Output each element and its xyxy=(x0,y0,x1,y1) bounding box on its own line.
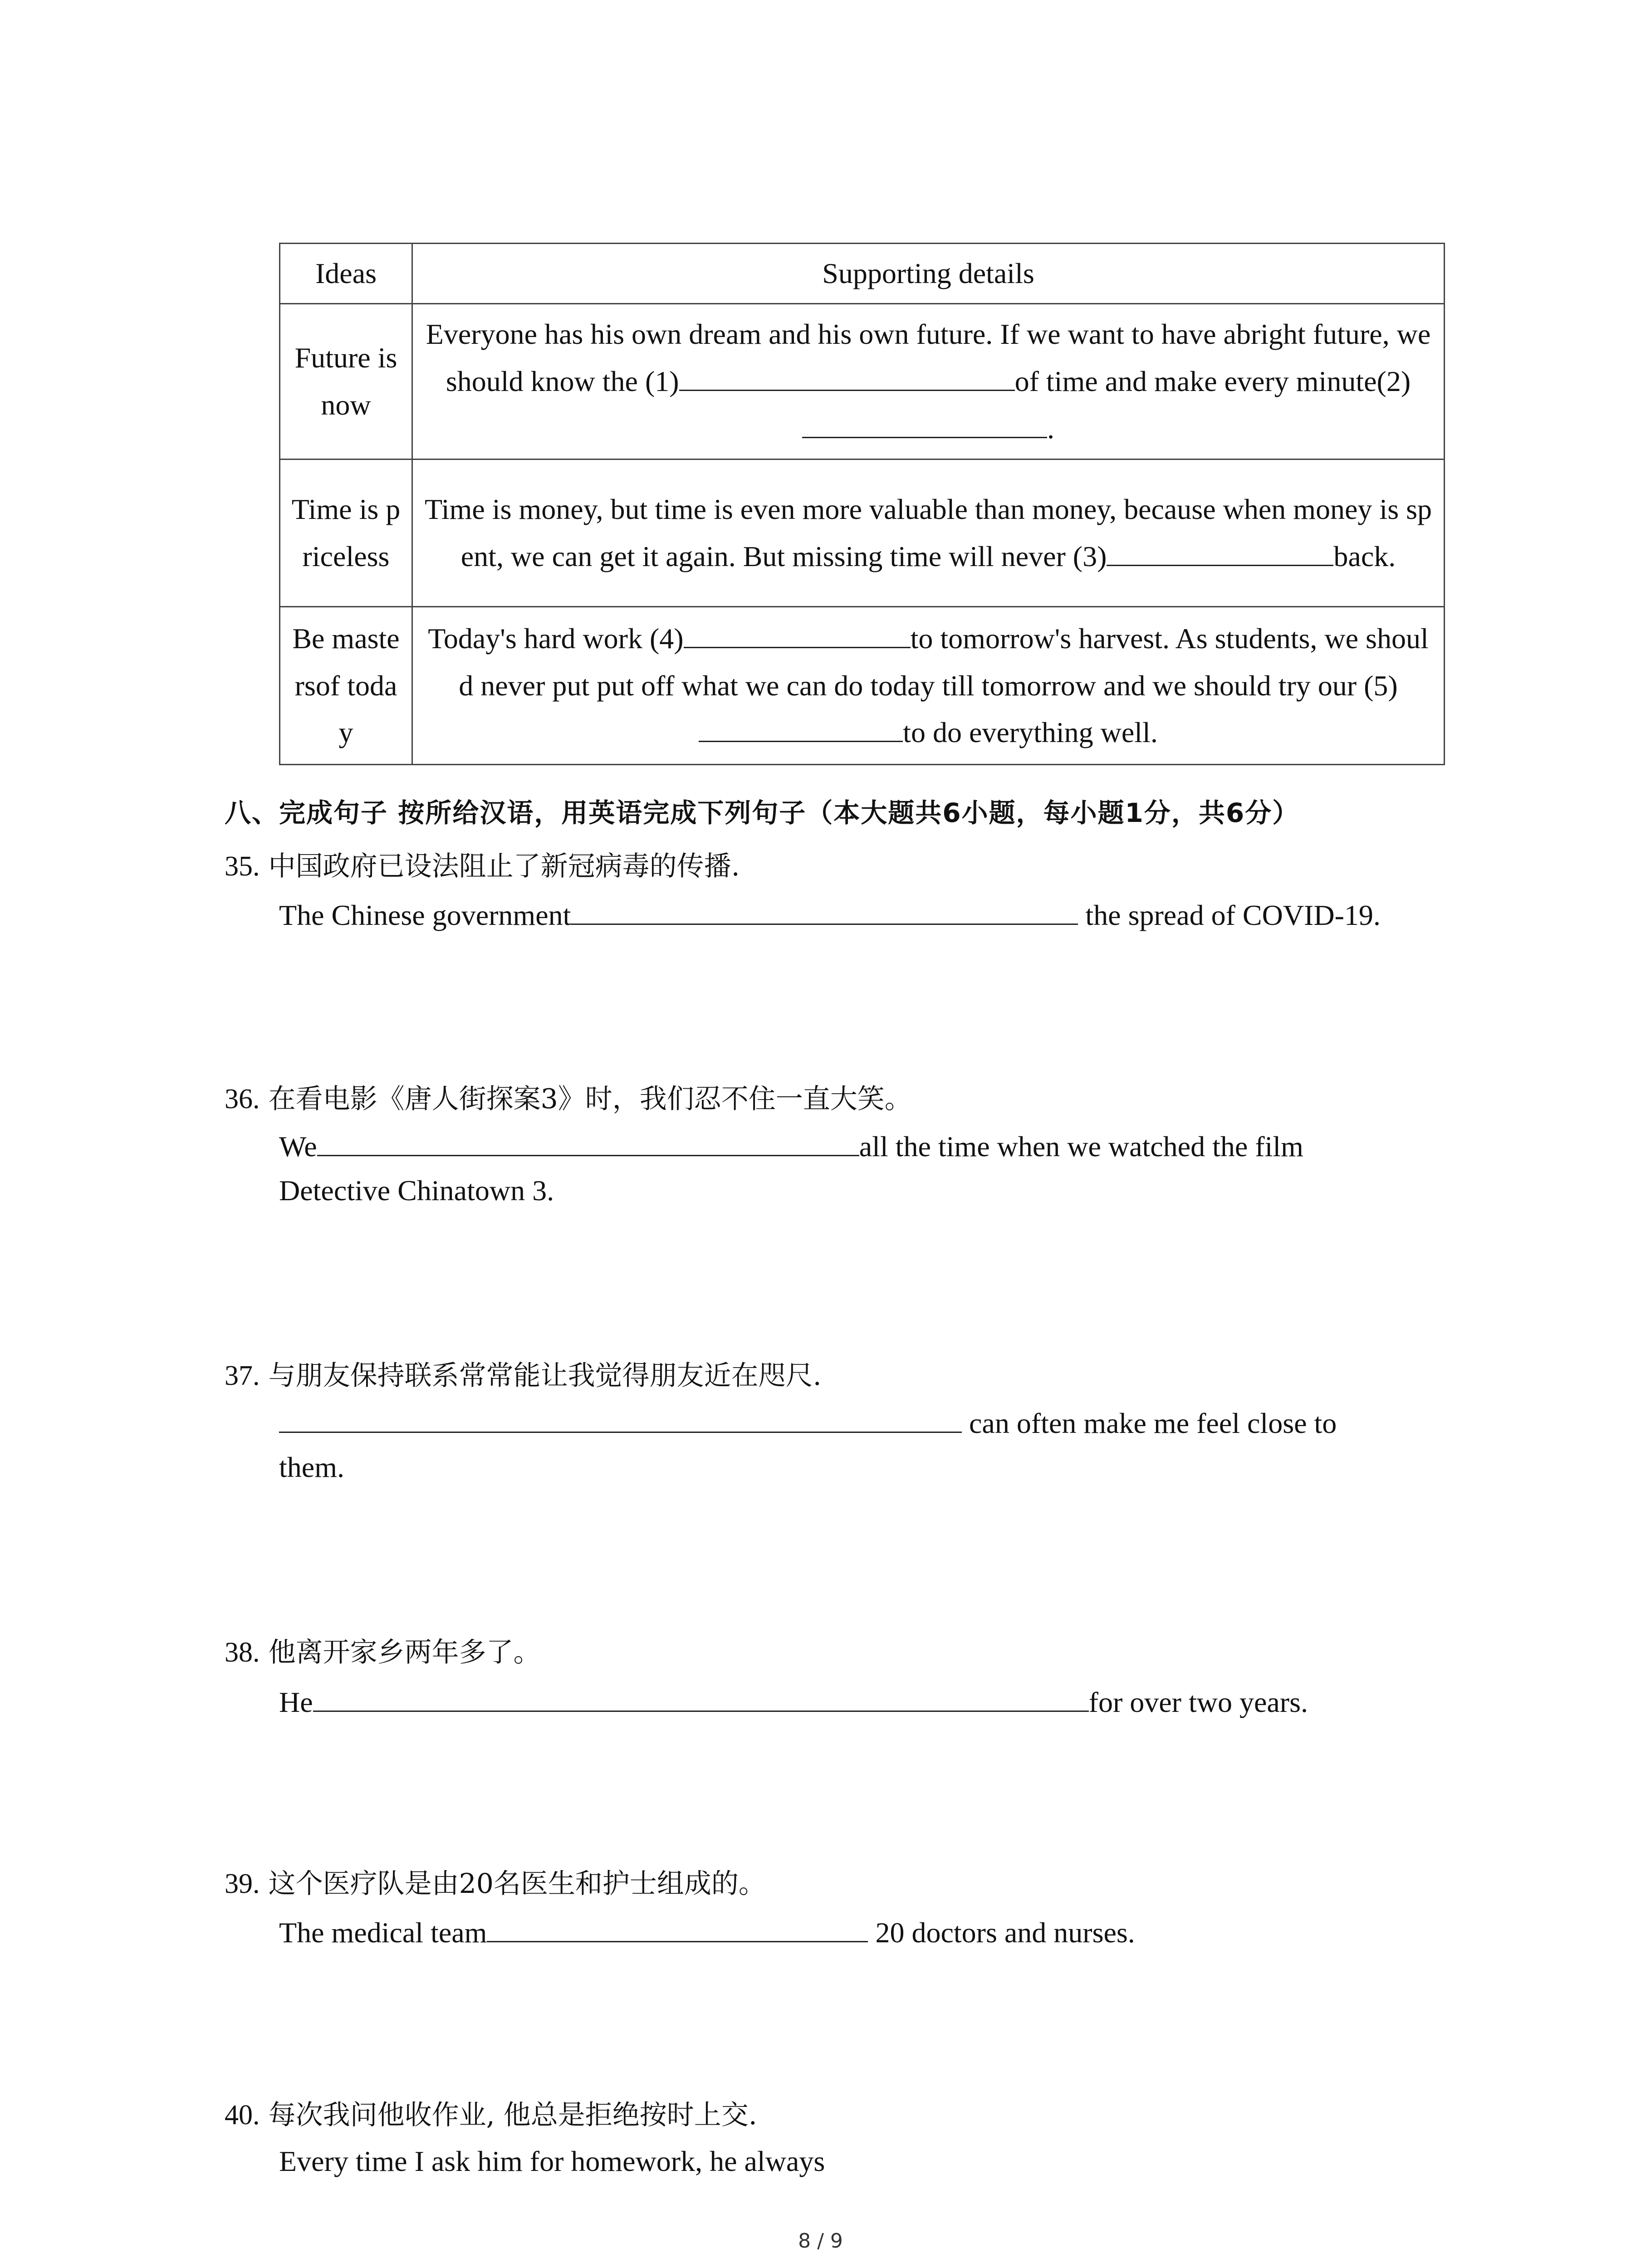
details-text: . xyxy=(1047,412,1054,445)
question-number: 39. xyxy=(225,1868,260,1899)
question-36-answer-line2: Detective Chinatown 3. xyxy=(279,1174,554,1207)
answer-text-before: The medical team xyxy=(279,1916,487,1949)
answer-text-after: 20 doctors and nurses. xyxy=(868,1916,1135,1949)
page-number: 8 / 9 xyxy=(798,2229,843,2253)
answer-blank[interactable] xyxy=(317,1127,859,1156)
question-35-answer xyxy=(279,896,1381,932)
answer-text-after: can often make me feel close to xyxy=(962,1407,1337,1439)
question-36-prompt xyxy=(225,1077,912,1116)
blank-5[interactable] xyxy=(699,712,903,742)
question-number: 38. xyxy=(225,1637,260,1668)
answer-text-after: the spread of COVID-19. xyxy=(1078,899,1381,931)
answer-blank[interactable] xyxy=(279,1404,962,1433)
details-cell xyxy=(412,304,1445,459)
answer-text-after: for over two years. xyxy=(1088,1686,1308,1718)
idea-cell: Future is now xyxy=(280,304,412,459)
answer-blank[interactable] xyxy=(571,896,1078,925)
question-38-answer xyxy=(279,1683,1308,1719)
blank-2[interactable] xyxy=(802,408,1047,438)
question-chinese: 中国政府已设法阻止了新冠病毒的传播. xyxy=(268,850,740,882)
header-ideas: Ideas xyxy=(280,244,412,304)
details-text: Time is money, but time is even more valuable than money, because when money is spent, we can get it again. But missing time will never (3) xyxy=(425,493,1432,572)
answer-text-before: He xyxy=(279,1686,313,1718)
details-cell xyxy=(412,459,1445,607)
section-heading: 八、完成句子 按所给汉语，用英语完成下列句子（本大题共6小题，每小题1分，共6分） xyxy=(225,797,1300,828)
question-35-prompt xyxy=(225,845,740,884)
details-text: back. xyxy=(1333,540,1396,572)
ideas-table xyxy=(279,243,1445,765)
details-text: Everyone has his own dream and his own future. If we want to have abright future, we should know the (1) xyxy=(426,318,1431,398)
question-40-answer xyxy=(279,2145,825,2178)
question-39-answer xyxy=(279,1913,1135,1950)
answer-text-after: all the time when we watched the film xyxy=(859,1130,1303,1163)
question-number: 35. xyxy=(225,851,260,882)
question-38-prompt xyxy=(225,1631,541,1670)
question-number: 40. xyxy=(225,2100,260,2131)
question-39-prompt xyxy=(225,1862,766,1901)
answer-blank[interactable] xyxy=(487,1913,868,1942)
answer-text-before: We xyxy=(279,1130,317,1163)
table-row xyxy=(280,607,1445,765)
question-37-answer xyxy=(279,1404,1337,1440)
question-chinese: 每次我问他收作业, 他总是拒绝按时上交. xyxy=(268,2099,757,2131)
details-text: to do everything well. xyxy=(903,716,1158,749)
details-cell xyxy=(412,607,1445,765)
table-header-row xyxy=(280,244,1445,304)
question-chinese: 他离开家乡两年多了。 xyxy=(268,1637,541,1668)
answer-text-before: Every time I ask him for homework, he always xyxy=(279,2145,825,2177)
question-37-prompt xyxy=(225,1354,822,1393)
header-supporting-details: Supporting details xyxy=(412,244,1445,304)
blank-3[interactable] xyxy=(1107,536,1333,566)
question-chinese: 这个医疗队是由20名医生和护士组成的。 xyxy=(268,1868,766,1900)
table-row xyxy=(280,459,1445,607)
question-chinese: 在看电影《唐人街探案3》时，我们忍不住一直大笑。 xyxy=(268,1083,912,1115)
details-text: Today's hard work (4) xyxy=(428,622,684,655)
answer-blank[interactable] xyxy=(313,1683,1089,1712)
table-row xyxy=(280,304,1445,459)
idea-cell: Be mastersof today xyxy=(280,607,412,765)
answer-text-before: The Chinese government xyxy=(279,899,571,931)
question-36-answer xyxy=(279,1127,1303,1163)
blank-4[interactable] xyxy=(684,618,911,648)
question-40-prompt xyxy=(225,2093,757,2132)
details-text: of time and make every minute(2) xyxy=(1014,365,1411,398)
blank-1[interactable] xyxy=(679,361,1015,391)
details-text: to tomorrow's harvest. As students, we should never put put off what we can do today till tomorrow and we should try our (5) xyxy=(459,622,1429,702)
question-37-answer-line2: them. xyxy=(279,1451,344,1483)
idea-cell: Time is priceless xyxy=(280,459,412,607)
question-number: 37. xyxy=(225,1360,260,1391)
question-number: 36. xyxy=(225,1084,260,1114)
question-chinese: 与朋友保持联系常常能让我觉得朋友近在咫尺. xyxy=(268,1360,822,1392)
